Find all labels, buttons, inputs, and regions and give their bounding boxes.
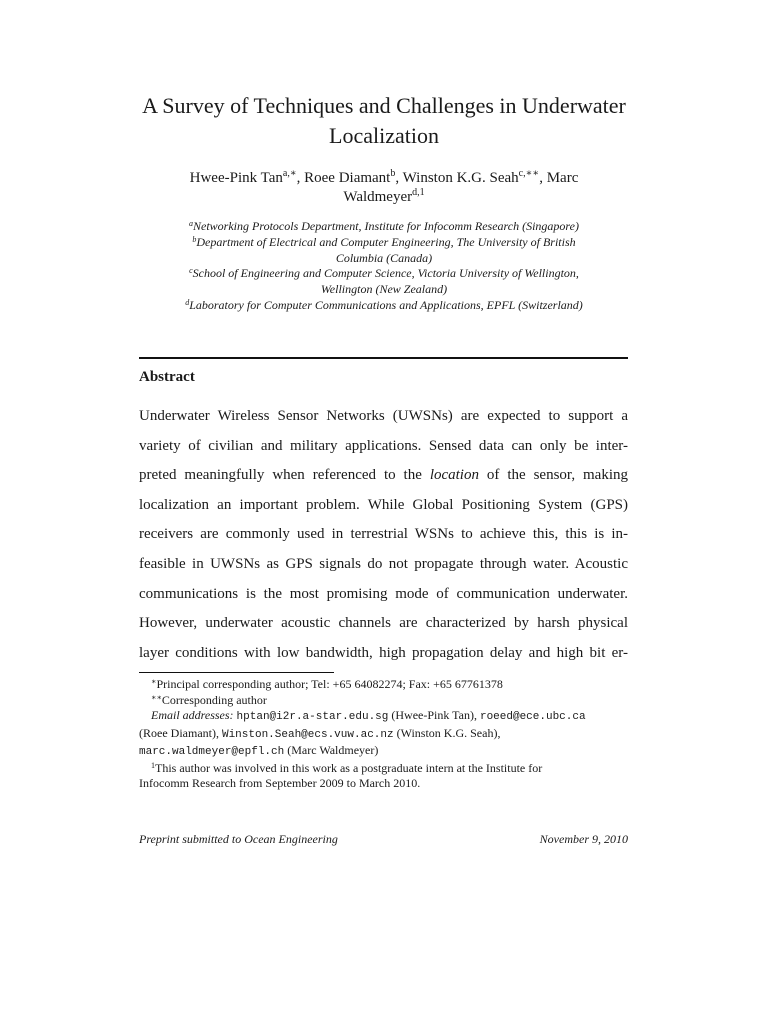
- author-name: Winston K.G. Seah: [402, 170, 519, 186]
- author-affil-mark: d,1: [412, 187, 425, 198]
- paper-title: [100, 91, 668, 151]
- email-label: Email addresses:: [151, 708, 234, 722]
- preprint-note: Preprint submitted to Ocean Engineering: [139, 832, 338, 846]
- author-affil-mark: c,∗∗: [518, 168, 540, 179]
- abstract-line: Underwater Wireless Sensor Networks (UWSNs) are expected to support a: [139, 408, 628, 424]
- author-list: Hwee-Pink Tan$^{a,∗}$, Roee Diamant$^b$, Winston K.G. Seah$^{c,∗∗}$, Marc Waldmeyer$^{d,1}$: [189, 168, 579, 205]
- abstract-heading: Abstract: [139, 369, 195, 385]
- affiliation: [140, 298, 628, 314]
- email-link[interactable]: Winston.Seah@ecs.vuw.ac.nz: [221, 728, 394, 741]
- abstract-text: of the sensor, making: [478, 467, 628, 484]
- abstract-line: layer conditions with low bandwidth, high propagation delay and high bit er-: [139, 644, 628, 661]
- affiliation-mark: b: [192, 234, 197, 244]
- title-line-1: A Survey of Techniques and Challenges in Underwater: [142, 93, 626, 118]
- author-name: Hwee-Pink Tan: [189, 170, 283, 186]
- emphasized-word: location: [429, 467, 479, 484]
- abstract-text: preted meaningfully when referenced to the: [139, 467, 430, 484]
- email-link[interactable]: hptan@i2r.a-star.edu.sg: [236, 711, 389, 723]
- abstract-line: feasible in UWSNs as GPS signals do not propagate through water. Acoustic: [139, 555, 628, 572]
- footnote-mark: ∗: [151, 677, 157, 686]
- email-footnote: [139, 708, 628, 726]
- affiliation-text: Wellington (New Zealand): [320, 282, 448, 297]
- author-name: Marc: [546, 170, 579, 186]
- abstract-body: [139, 402, 628, 668]
- author-affil-mark: a,∗: [282, 168, 297, 179]
- email-owner: (Roee Diamant),: [139, 725, 222, 740]
- email-owner: (Hwee-Pink Tan),: [388, 708, 480, 722]
- affiliation-text: Department of Electrical and Computer Engineering, The University of British: [196, 234, 576, 249]
- affiliation-list: [140, 219, 628, 314]
- footnote-text: Principal corresponding author; Tel: +65 64082274; Fax: +65 67761378: [156, 677, 503, 691]
- affiliation-text: Networking Protocols Department, Institute for Infocomm Research (Singapore): [193, 219, 579, 233]
- author-name: Waldmeyer: [343, 189, 413, 205]
- page-footer: [139, 832, 628, 847]
- abstract-line: receivers are commonly used in terrestrial WSNs to achieve this, this is in-: [139, 526, 628, 543]
- affiliation-text: Columbia (Canada): [335, 250, 433, 265]
- affiliation-mark: a: [189, 219, 194, 228]
- title-line-2: Localization: [329, 123, 439, 148]
- affiliation-text: Laboratory for Computer Communications and Applications, EPFL (Switzerland): [189, 297, 583, 312]
- preprint-date: November 9, 2010: [539, 832, 628, 846]
- footnote-mark: ∗∗: [151, 692, 162, 702]
- footnotes: [139, 677, 628, 792]
- footnote: [139, 761, 628, 777]
- affiliation: [140, 219, 628, 235]
- abstract-line: variety of civilian and military applications. Sensed data can only be inter-: [139, 437, 628, 454]
- affiliation: [140, 266, 628, 298]
- affiliation: [140, 235, 628, 267]
- footnote-rule: [139, 672, 334, 673]
- abstract-line: localization an important problem. While Global Positioning System (GPS): [139, 496, 628, 513]
- footnote: [139, 693, 628, 709]
- email-link[interactable]: roeed@ece.ubc.ca: [479, 711, 586, 723]
- author-affil-mark: b: [390, 168, 396, 179]
- footnote-mark: 1: [151, 760, 155, 770]
- abstract-top-rule: [139, 357, 628, 359]
- affiliation-text: School of Engineering and Computer Science, Victoria University of Wellington,: [192, 266, 579, 281]
- author-name: Roee Diamant: [304, 170, 391, 186]
- abstract-line: However, underwater acoustic channels are characterized by harsh physical: [139, 615, 628, 632]
- affiliation-mark: d: [185, 297, 190, 307]
- footnote-text: Corresponding author: [161, 692, 267, 707]
- footnote: [139, 677, 628, 693]
- email-link[interactable]: marc.waldmeyer@epfl.ch: [139, 746, 285, 758]
- email-owner: (Marc Waldmeyer): [284, 743, 379, 757]
- footnote-text: This author was involved in this work as a postgraduate intern at the Institute for: [155, 760, 543, 775]
- email-footnote-cont: [139, 743, 628, 761]
- email-owner: (Winston K.G. Seah),: [393, 725, 501, 740]
- abstract-line: [139, 461, 628, 491]
- email-footnote-cont: [139, 726, 628, 744]
- abstract-line: communications is the most promising mode of communication underwater.: [139, 585, 628, 602]
- affiliation-mark: c: [189, 266, 193, 276]
- footnote-text: Infocomm Research from September 2009 to March 2010.: [139, 776, 421, 790]
